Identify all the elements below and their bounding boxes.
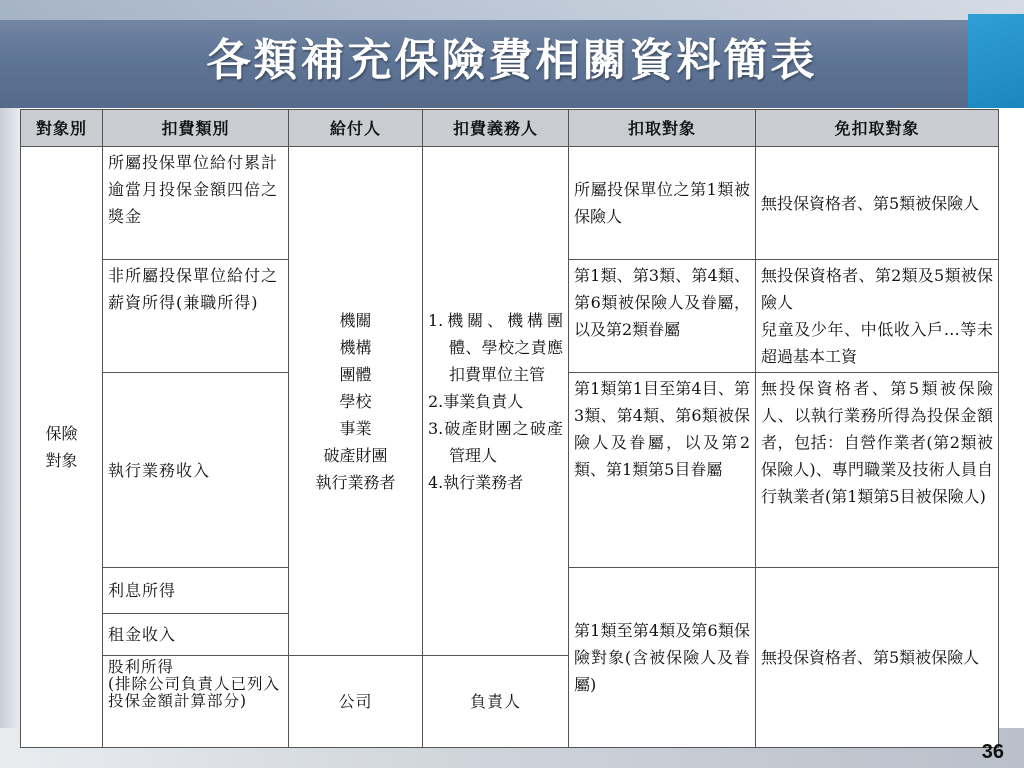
obligor-item: 1.機關、機構團體、學校之責應扣費單位主管 — [428, 310, 563, 384]
header-object-type: 對象別 — [21, 110, 103, 147]
target-bonus: 所屬投保單位之第1類被保險人 — [569, 147, 756, 260]
target-shared: 第1類至第4類及第6類保險對象(含被保險人及眷屬) — [569, 568, 756, 748]
premium-summary-table — [20, 109, 999, 748]
header-payer: 給付人 — [289, 110, 423, 147]
category-bonus: 所屬投保單位給付累計逾當月投保金額四倍之獎金 — [103, 147, 289, 260]
header-exempt-target: 免扣取對象 — [756, 110, 999, 147]
left-decorative-strip — [0, 108, 20, 768]
payer-cell — [289, 147, 423, 656]
object-group-cell: 保險 對象 — [21, 147, 103, 748]
table-header-row — [21, 110, 999, 147]
payer-list: 機關 機構 團體 學校 事業 破產財團 執行業務者 — [315, 310, 396, 492]
exempt-bonus: 無投保資格者、第5類被保險人 — [756, 147, 999, 260]
table-row — [21, 147, 999, 260]
header-deduction-category: 扣費類別 — [103, 110, 289, 147]
obligor-item: 2.事業負責人 — [428, 391, 524, 411]
obligor-responsible-person: 負責人 — [423, 656, 569, 748]
header-withholding-obligor: 扣費義務人 — [423, 110, 569, 147]
header-withholding-target: 扣取對象 — [569, 110, 756, 147]
exempt-shared: 無投保資格者、第5類被保險人 — [756, 568, 999, 748]
page-number: 36 — [981, 741, 1004, 763]
exempt-salary: 無投保資格者、第2類及5類被保險人 兒童及少年、中低收入戶…等未超過基本工資 — [756, 260, 999, 373]
obligor-cell — [423, 147, 569, 656]
category-rent: 租金收入 — [103, 614, 289, 656]
category-interest: 利息所得 — [103, 568, 289, 614]
obligor-item: 4.執行業務者 — [428, 472, 524, 492]
slide-title: 各類補充保險費相關資料簡表 — [206, 35, 818, 86]
target-salary: 第1類、第3類、第4類、第6類被保險人及眷屬，以及第2類眷屬 — [569, 260, 756, 373]
exempt-practice-income: 無投保資格者、第5類被保險人、以執行業務所得為投保金額者，包括：自營作業者(第2類被保險人)、專門職業及技術人員自行執業者(第1類第5目被保險人) — [756, 373, 999, 568]
category-practice-income: 執行業務收入 — [103, 373, 289, 568]
obligor-item: 3.破產財團之破產管理人 — [428, 418, 563, 465]
category-dividend: 股利所得 (排除公司負責人已列入投保金額計算部分) — [103, 656, 289, 748]
target-practice-income: 第1類第1目至第4目、第3類、第4類、第6類被保險人及眷屬，以及第2類、第1類第5目眷屬 — [569, 373, 756, 568]
category-salary: 非所屬投保單位給付之薪資所得(兼職所得) — [103, 260, 289, 373]
payer-company: 公司 — [289, 656, 423, 748]
